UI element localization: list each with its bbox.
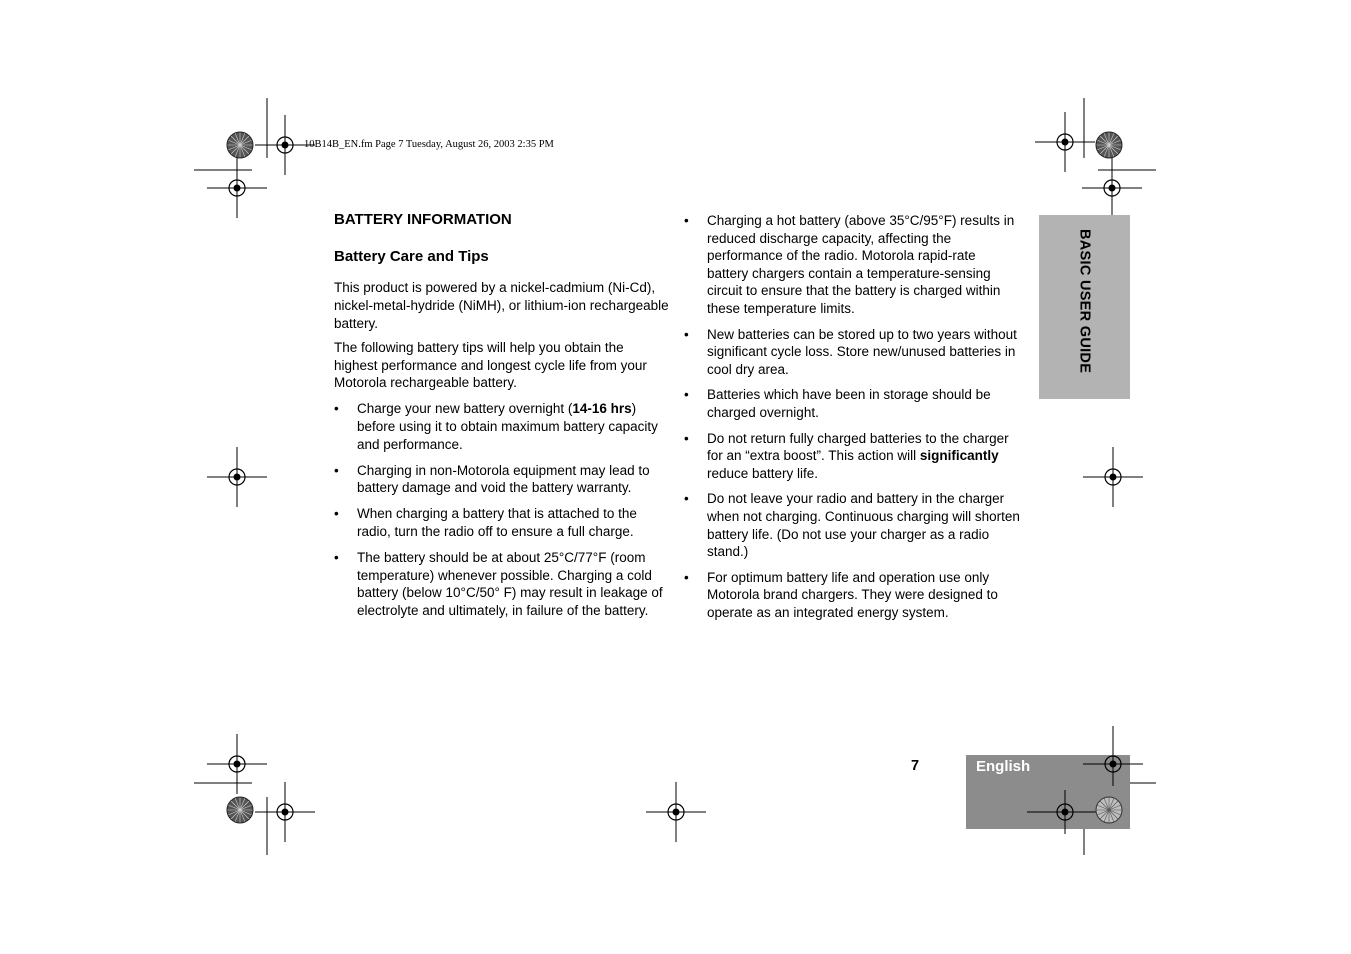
emphasis-text: 14-16 hrs: [572, 401, 632, 417]
list-item: • Charging a hot battery (above 35°C/95°F) results in reduced discharge capacity, affecting the performance of the radio. Motorola rapid-rate battery chargers contain a temperature-sensing circuit to ensure that the battery is charged within these temperature limits.: [684, 213, 1015, 316]
list-item: • Do not leave your radio and battery in the charger when not charging. Continuous charging will shorten battery life. (Do not use your charger as a radio stand.): [684, 491, 1020, 560]
file-info-header: 10B14B_EN.fm Page 7 Tuesday, August 26, 2003 2:35 PM: [304, 139, 554, 150]
list-item: • When charging a battery that is attached to the radio, turn the radio off to ensure a full charge.: [334, 506, 637, 540]
list-item: • Batteries which have been in storage should be charged overnight.: [684, 387, 991, 420]
list-item: • New batteries can be stored up to two years without significant cycle loss. Store new/unused batteries in cool dry area.: [684, 326, 1017, 377]
language-label: English: [976, 758, 1031, 775]
bullet-mark: •: [684, 326, 689, 342]
bullet-mark: •: [334, 462, 339, 478]
list-item: • The battery should be at about 25°C/77°F (room temperature) whenever possible. Charging a cold battery (below 10°C/50° F) may result in leakage of electrolyte and ultimately, in failure of the battery.: [334, 549, 663, 619]
bullet-mark: •: [684, 491, 689, 507]
list-item: • For optimum battery life and operation use only Motorola brand chargers. They were designed to operate as an integrated energy system.: [684, 569, 998, 620]
section-title: BATTERY INFORMATION: [334, 211, 512, 228]
bullet-mark: •: [684, 430, 689, 446]
chapter-side-tab-label: BASIC USER GUIDE: [1076, 229, 1093, 374]
list-item: • Charging in non-Motorola equipment may lead to battery damage and void the battery warranty.: [334, 462, 650, 496]
bullet-mark: •: [684, 569, 689, 585]
tips-intro-paragraph: The following battery tips will help you obtain the highest performance and longest cycle life from your Motorola rechargeable battery.: [334, 339, 647, 391]
bullet-mark: •: [334, 506, 339, 522]
bullet-mark: •: [684, 387, 689, 403]
bullet-mark: •: [334, 549, 339, 565]
bullet-mark: •: [334, 401, 339, 417]
subsection-title: Battery Care and Tips: [334, 248, 489, 265]
bullet-mark: •: [684, 213, 689, 228]
emphasis-text: significantly: [919, 448, 999, 464]
page-number: 7: [911, 758, 920, 774]
list-item: • Do not return fully charged batteries to the charger for an “extra boost”. This action will significantly reduce battery life.: [684, 430, 1009, 481]
intro-paragraph: This product is powered by a nickel-cadmium (Ni-Cd), nickel-metal-hydride (NiMH), or lithium-ion rechargeable battery.: [334, 280, 669, 331]
list-item: • Charge your new battery overnight (14-16 hrs) before using it to obtain maximum battery capacity and performance.: [334, 401, 658, 452]
